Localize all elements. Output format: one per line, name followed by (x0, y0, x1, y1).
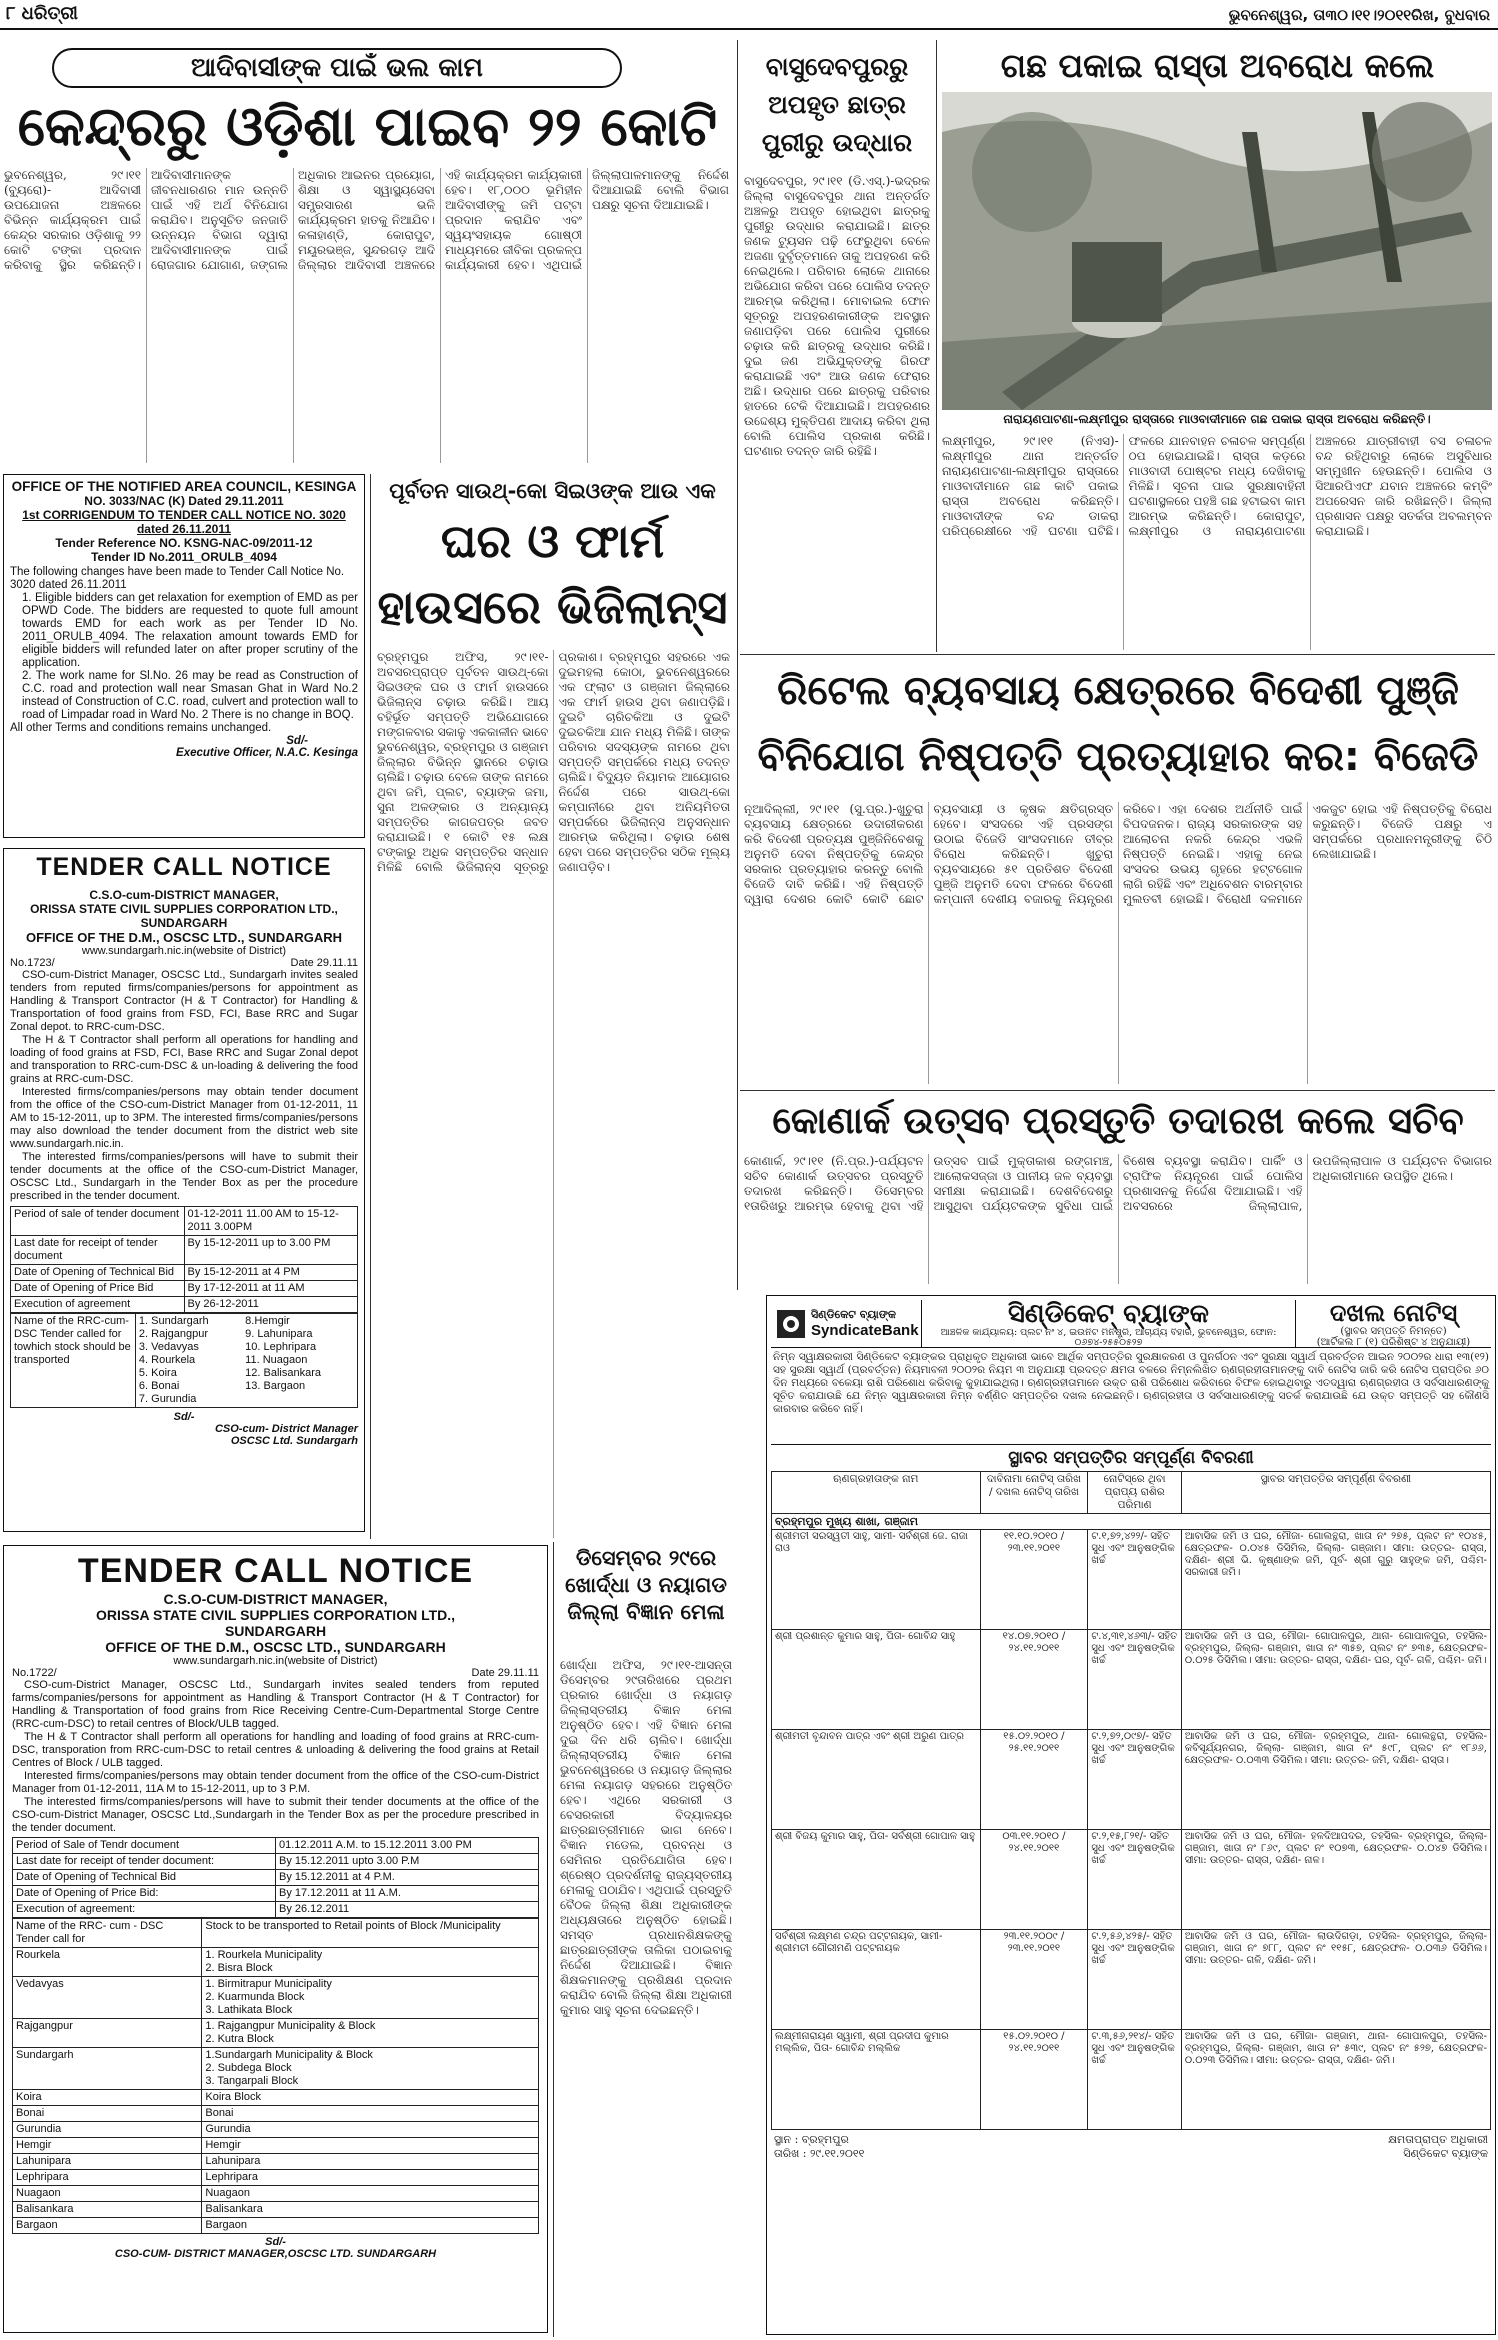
block-dsc-name: Koira (13, 2090, 202, 2106)
tender1-schedule-table (10, 1206, 358, 1313)
student-body: ବାସୁଦେବପୁର, ୨୯।୧୧ (ଡି.ଏସ୍.)-ଭଦ୍ରକ ଜିଲ୍ଲା ବାସୁଦେବପୁର ଥାନା ଅନ୍ତର୍ଗତ ଅଞ୍ଚଳରୁ ଅପହୃତ ହୋଇଥିବା ଛାତ୍ରକୁ ପୁରୀରୁ ଉଦ୍ଧାର କରାଯାଇଛି। ଛାତ୍ର ଜଣକ ଟ୍ୟୁସନ ପଢ଼ି ଫେରୁଥିବା ବେଳେ ଅଜଣା ଦୁର୍ବୃତ୍ତମାନେ ତାକୁ ଅପହରଣ କରି ନେଇଥିଲେ। ପରିବାର ଲୋକେ ଥାନାରେ ଅଭିଯୋଗ କରିବା ପରେ ପୋଲିସ ତଦନ୍ତ ଆରମ୍ଭ କରିଥିଲା। ମୋବାଇଲ ଫୋନ ସୂତ୍ରରୁ ଅପହରଣକାରୀଙ୍କ ଅବସ୍ଥାନ ଜଣାପଡ଼ିବା ପରେ ପୋଲିସ ପୁରୀରେ ଚଢ଼ାଉ କରି ଛାତ୍ରକୁ ଉଦ୍ଧାର କରିଛି। ଦୁଇ ଜଣ ଅଭିଯୁକ୍ତଙ୍କୁ ଗିରଫ କରାଯାଇଛି ଏବଂ ଆଉ ଜଣକ ଫେରାର ଅଛି। ଉଦ୍ଧାର ପରେ ଛାତ୍ରକୁ ପରିବାର ହାତରେ ଟେକି ଦିଆଯାଇଛି। ଅପହରଣର ଉଦ୍ଦେଶ୍ୟ ମୁକ୍ତିପଣ ଆଦାୟ କରିବା ଥିଲା ବୋଲି ପୋଲିସ ପ୍ରକାଶ କରିଛି। ଘଟଣାର ତଦନ୍ତ ଜାରି ରହିଛି। (744, 174, 930, 458)
bank-col-amount: ନୋଟିସ୍‌ରେ ଥିବା ପ୍ରାପ୍ୟ ରାଶିର ପରିମାଣ (1088, 1472, 1181, 1514)
dsc-item: 9. Lahunipara (245, 1328, 313, 1340)
kesinga-ref1: Tender Reference NO. KSNG-NAC-09/2011-12 (55, 536, 313, 550)
bank-notice-title: ଦଖଲ ନୋଟିସ୍ (1329, 1299, 1458, 1327)
block-retail-points: Bonai (202, 2106, 539, 2122)
dsc-item: 8.Hemgir (245, 1315, 290, 1327)
kesinga-no: NO. 3033/NAC (K) Dated 29.11.2011 (84, 494, 284, 508)
table-row (13, 2019, 539, 2048)
table-row (13, 1870, 539, 1886)
table-row (11, 1281, 358, 1297)
table-row (13, 1838, 539, 1854)
block-dsc-name: Gurundia (13, 2122, 202, 2138)
kesinga-ref2: Tender ID No.2011_ORULB_4094 (91, 550, 277, 564)
tender1-title: TENDER CALL NOTICE (36, 853, 332, 881)
block-retail-points: Nuagaon (202, 2186, 539, 2202)
table-row (772, 1830, 1491, 1930)
kesinga-notice (3, 474, 365, 838)
schedule-label: Period of Sale of Tendr document (13, 1838, 276, 1854)
tender2-block-table (12, 1918, 539, 2234)
tender1-dsc-label: Name of the RRC-cum-DSC Tender called for towhich stock should be transported (11, 1314, 136, 1408)
tender1-sign1: CSO-cum- District Manager (214, 1423, 358, 1435)
block-dsc-name: Bonai (13, 2106, 202, 2122)
kesinga-intro: The following changes have been made to Tender Call Notice No. 3020 dated 26.11.2011 (10, 566, 345, 591)
bank-brand-english: SyndicateBank (811, 1322, 919, 1339)
tender2-signature: CSO-CUM- DISTRICT MANAGER,OSCSC LTD. SUNDARGARH (114, 2248, 437, 2260)
block-retail-points: 1.Sundargarh Municipality & Block 2. Subdega Block 3. Tangarpali Block (202, 2048, 539, 2090)
bank-table-title: ସ୍ଥାବର ସମ୍ପତ୍ତିର ସମ୍ପୂର୍ଣ୍ଣ ବିବରଣୀ (771, 1444, 1491, 1471)
kesinga-other: All other Terms and conditions remains unchanged. (10, 722, 272, 734)
table-row (13, 2138, 539, 2154)
tender2-sub2: ORISSA STATE CIVIL SUPPLIES CORPORATION LTD., (95, 1607, 456, 1623)
table-row (13, 1886, 539, 1902)
block-retail-points: 1. Rajgangpur Municipality & Block 2. Kutra Block (202, 2019, 539, 2048)
dsc-item: 3. Vedavyas (138, 1341, 199, 1353)
tender2-schedule-table (12, 1837, 539, 1918)
schedule-label: Date of Opening of Technical Bid (11, 1265, 185, 1281)
tender2-date: Date 29.11.11 (471, 1667, 539, 1679)
bank-signatory-bank: ସିଣ୍ଡିକେଟ ବ୍ୟାଙ୍କ (1403, 2147, 1488, 2160)
tender1-body1: CSO-cum-District Manager, OSCSC Ltd., Sundargarh invites sealed tenders from reputed firms/companies/persons for appointment as Handling & Transport Contractor (H & T Contractor) for Handling & Transportation of food grains from FSD, FCI, Base RRC and Sugar Zonal depot. to RRC-cum-DSC. (10, 969, 358, 1033)
due-amount: ଟ.୩,୫୬,୨୧୪/- ସହିତ ସୁଧ ଏବଂ ଆନୁଷଙ୍ଗିକ ଖର୍ଚ୍ଚ (1088, 2030, 1181, 2130)
tender1-body2: The H & T Contractor shall perform all operations for handling and loading of food grains at FSD, FCI, Base RRC and Sugar Zonal depot and transporation to RRC-cum-DSC & un-loading & delivering the food grains at RRC-cum-DSC. (10, 1034, 358, 1085)
bank-notice-sub1: (ସ୍ଥାବର ସମ୍ପତ୍ତି ନିମନ୍ତେ) (1340, 1326, 1447, 1337)
dsc-item: 6. Bonai (138, 1380, 180, 1392)
schedule-value: By 15.12.2011 upto 3.00 P.M (276, 1854, 539, 1870)
dsc-item: 2. Rajgangpur (138, 1328, 209, 1340)
schedule-label: Last date for receipt of tender document (11, 1236, 185, 1265)
schedule-label: Last date for receipt of tender document: (13, 1854, 276, 1870)
tender2-title: TENDER CALL NOTICE (77, 1552, 474, 1590)
due-amount: ଟ.୨,୧୫,୮୨୧/- ସହିତ ସୁଧ ଏବଂ ଆନୁଷଙ୍ଗିକ ଖର୍ଚ୍ଚ (1088, 1830, 1181, 1930)
schedule-value: By 15-12-2011 up to 3.00 PM (184, 1236, 358, 1265)
borrower-name: ସର୍ବଶ୍ରୀ ଲକ୍ଷ୍ମଣ ଚନ୍ଦ୍ର ପଟ୍ଟନାୟକ, ସାମୀ- ଶ୍ରୀମତୀ ଗୌରୀମଣି ପଟ୍ଟନାୟକ (772, 1930, 981, 2030)
syndicate-bank-notice (766, 1295, 1496, 2335)
schedule-value: 01.12.2011 A.M. to 15.12.2011 3.00 PM (276, 1838, 539, 1854)
column-rule (553, 1542, 554, 2337)
block-dsc-name: Lephripara (13, 2170, 202, 2186)
block-retail-points: Hemgir (202, 2138, 539, 2154)
science-headline: ଡିସେମ୍ବର ୨୯ରେ ଖୋର୍ଦ୍ଧା ଓ ନୟାଗଡ ଜିଲ୍ଲା ବିଜ୍ଞାନ ମେଳା (565, 1546, 727, 1624)
dsc-item: 5. Koira (138, 1367, 177, 1379)
block-retail-points: Koira Block (202, 2090, 539, 2106)
table-row (13, 2202, 539, 2218)
schedule-value: By 26.12.2011 (276, 1902, 539, 1918)
bank-notice-sub2: (ଆର୍ଟିକଲ ୮ (୧) ପରିଶିଷ୍ଟ ୪ ଅନୁଯାୟୀ) (1316, 1337, 1471, 1348)
block-dsc-name: Balisankara (13, 2202, 202, 2218)
bank-place: ସ୍ଥାନ : ବ୍ରହ୍ମପୁର (774, 2133, 849, 2146)
retail-body: ନୂଆଦିଲ୍ଲୀ, ୨୯।୧୧ (ସୁ.ପ୍ର.)-ଖୁଚୁରା ବ୍ୟବସାୟ କ୍ଷେତ୍ରରେ ଉଦାରୀକରଣ କରି ବିଦେଶୀ ପ୍ରତ୍ୟକ୍ଷ ପୁଞ୍ଜିନିବେଶକୁ ଅନୁମତି ଦେବା ନିଷ୍ପତ୍ତିକୁ କେନ୍ଦ୍ର ସରକାର ପ୍ରତ୍ୟାହାର କରନ୍ତୁ ବୋଲି ବିଜେଡି ଦାବି କରିଛି। ଏହି ନିଷ୍ପତ୍ତି ଦ୍ୱାରା ଦେଶର କୋଟି କୋଟି ଛୋଟ ବ୍ୟବସାୟୀ ଓ କୃଷକ କ୍ଷତିଗ୍ରସ୍ତ ହେବେ। ସଂସଦରେ ଏହି ପ୍ରସଙ୍ଗ ଉଠାଇ ବିଜେଡି ସାଂସଦମାନେ ତୀବ୍ର ବିରୋଧ କରିଛନ୍ତି। ଖୁଚୁରା ବ୍ୟବସାୟରେ ୫୧ ପ୍ରତିଶତ ବିଦେଶୀ ପୁଞ୍ଜି ଅନୁମତି ଦେବା ଫଳରେ ବିଦେଶୀ କମ୍ପାନୀ ଦେଶୀୟ ବଜାରକୁ ନିୟନ୍ତ୍ରଣ କରିବେ। ଏହା ଦେଶର ଅର୍ଥନୀତି ପାଇଁ ବିପଦଜନକ। ରାଜ୍ୟ ସରକାରଙ୍କ ସହ ଆଲୋଚନା ନକରି କେନ୍ଦ୍ର ଏଭଳି ନିଷ୍ପତ୍ତି ନେଇଛି। ଏହାକୁ ନେଇ ସଂସଦର ଉଭୟ ଗୃହରେ ହଟ୍ଟଗୋଳ ଲାଗି ରହିଛି ଏବଂ ଅଧିବେଶନ ବାରମ୍ବାର ମୁଲତବୀ ହୋଇଛି। ବିରୋଧୀ ଦଳମାନେ ଏକଜୁଟ ହୋଇ ଏହି ନିଷ୍ପତ୍ତିକୁ ବିରୋଧ କରୁଛନ୍ତି। ବିଜେଡି ପକ୍ଷରୁ ଏ ସମ୍ପର୍କରେ ପ୍ରଧାନମନ୍ତ୍ରୀଙ୍କୁ ଚିଠି ଲେଖାଯାଇଛି। (744, 802, 1492, 906)
due-amount: ଟ.୧,୭୨,୪୨୨/- ସହିତ ସୁଧ ଏବଂ ଆନୁଷଙ୍ଗିକ ଖର୍ଚ୍ଚ (1088, 1530, 1181, 1630)
dsc-item: 1. Sundargarh (138, 1315, 209, 1327)
konark-headline: କୋଣାର୍କ ଉତ୍ସବ ପ୍ରସ୍ତୁତି ତଦାରଖ କଲେ ସଚିବ (772, 1099, 1464, 1142)
schedule-value: By 26-12-2011 (184, 1297, 358, 1313)
notice-dates: ୧୫.୦୨.୨୦୧୦ / ୨୫.୧୧.୨୦୧୧ (980, 1730, 1088, 1830)
retail-headline: ରିଟେଲ ବ୍ୟବସାୟ କ୍ଷେତ୍ରରେ ବିଦେଶୀ ପୁଞ୍ଜି ବିନିଯୋଗ ନିଷ୍ପତ୍ତି ପ୍ରତ୍ୟାହାର କର: ବିଜେଡି (757, 668, 1479, 780)
block-dsc-name: Nuagaon (13, 2186, 202, 2202)
tender1-office: OFFICE OF THE D.M., OSCSC LTD., SUNDARGARH (25, 930, 343, 945)
property-description: ଆବାସିକ ଜମି ଓ ଘର, ମୌଜା- ଲାଉଦିଗଡ଼ା, ତହସିଲ- ବ୍ରହ୍ମପୁର, ଜିଲ୍ଲା- ଗଞ୍ଜାମ, ଖାତା ନଂ ୭୮୮, ପ୍ଲଟ ନଂ ୧୧୫୮, କ୍ଷେତ୍ରଫଳ- ୦.୦୩୬ ଡିସିମିଲ। ସୀମା: ଉତ୍ତର- ଗଳି, ଦକ୍ଷିଣ- ଜମି। (1181, 1930, 1490, 2030)
property-description: ଆବାସିକ ଜମି ଓ ଘର, ମୌଜା- ବ୍ରହ୍ମପୁର, ଥାନା- ଗୋଲନ୍ଥରା, ତହସିଲ- କବିସୂର୍ଯ୍ୟନଗର, ଜିଲ୍ଲା- ଗଞ୍ଜାମ, ଖାତା ନଂ ୫୯୮, ପ୍ଲଟ ନଂ ୧୮୬୬, କ୍ଷେତ୍ରଫଳ- ୦.୦୩୩ ଡିସିମିଲ। ସୀମା: ଉତ୍ତର- ଜମି, ଦକ୍ଷିଣ- ରାସ୍ତା। (1181, 1730, 1490, 1830)
table-row (13, 2048, 539, 2090)
block-retail-points: Lahunipara (202, 2154, 539, 2170)
property-description: ଆବାସିକ ଜମି ଓ ଘର, ମୌଜା- ଗଞ୍ଜାମ, ଥାନା- ଗୋପାଳପୁର, ତହସିଲ- ବ୍ରହ୍ମପୁର, ଜିଲ୍ଲା- ଗଞ୍ଜାମ, ଖାତା ନଂ ୫୩୯, ପ୍ଲଟ ନଂ ୫୨୭, କ୍ଷେତ୍ରଫଳ- ୦.୦୨୩ ଡିସିମିଲ। ସୀମା: ଉତ୍ତର- ରାସ୍ତା, ଦକ୍ଷିଣ- ଜମି। (1181, 2030, 1490, 2130)
due-amount: ଟ.୨,୭୨,୦୯୭/- ସହିତ ସୁଧ ଏବଂ ଆନୁଷଙ୍ଗିକ ଖର୍ଚ୍ଚ (1088, 1730, 1181, 1830)
due-amount: ଟ.୪,୩୧,୪୬୩/- ସହିତ ସୁଧ ଏବଂ ଆନୁଷଙ୍ଗିକ ଖର୍ଚ୍ଚ (1088, 1630, 1181, 1730)
table-row (13, 1854, 539, 1870)
konark-body: କୋଣାର୍କ, ୨୯।୧୧ (ନି.ପ୍ର.)-ପର୍ଯ୍ୟଟନ ସଚିବ କୋଣାର୍କ ଉତ୍ସବର ପ୍ରସ୍ତୁତି ତଦାରଖ କରିଛନ୍ତି। ଡିସେମ୍ବର ୧ତାରିଖରୁ ଆରମ୍ଭ ହେବାକୁ ଥିବା ଏହି ଉତ୍ସବ ପାଇଁ ମୁକ୍ତାକାଶ ରଙ୍ଗମଞ୍ଚ, ଆଲୋକସଜ୍ଜା ଓ ପାନୀୟ ଜଳ ବ୍ୟବସ୍ଥା ସମୀକ୍ଷା କରାଯାଇଛି। ଦେଶବିଦେଶରୁ ଆସୁଥିବା ପର୍ଯ୍ୟଟକଙ୍କ ସୁବିଧା ପାଇଁ ବିଶେଷ ବ୍ୟବସ୍ଥା କରାଯିବ। ପାର୍କିଂ ଓ ଟ୍ରାଫିକ ନିୟନ୍ତ୍ରଣ ପାଇଁ ପୋଲିସ ପ୍ରଶାସନକୁ ନିର୍ଦ୍ଦେଶ ଦିଆଯାଇଛି। ଏହି ଅବସରରେ ଜିଲ୍ଲାପାଳ, ଉପଜିଲ୍ଲାପାଳ ଓ ପର୍ଯ୍ୟଟନ ବିଭାଗର ଅଧିକାରୀମାନେ ଉପସ୍ଥିତ ଥିଲେ। (744, 1154, 1492, 1213)
block-retail-points: Bargaon (202, 2218, 539, 2234)
block-dsc-name: Bargaon (13, 2218, 202, 2234)
student-headline: ବାସୁଦେବପୁରରୁ ଅପହୃତ ଛାତ୍ର ପୁରୀରୁ ଉଦ୍ଧାର (761, 52, 913, 157)
dsc-item: 4. Rourkela (138, 1354, 196, 1366)
tender2-sub1: C.S.O-CUM-DISTRICT MANAGER, (163, 1591, 388, 1607)
dsc-item: 12. Balisankara (245, 1367, 321, 1379)
table-row (772, 1530, 1491, 1630)
block-retail-points: Balisankara (202, 2202, 539, 2218)
notice-dates: ୧୧.୧୦.୨୦୧୦ / ୨୩.୧୧.୨୦୧୧ (980, 1530, 1088, 1630)
schedule-label: Period of sale of tender document (11, 1207, 185, 1236)
table-row (11, 1207, 358, 1236)
block-dsc-name: Rourkela (13, 1948, 202, 1977)
dsc-item: 11. Nuagaon (245, 1354, 308, 1366)
table-row (13, 2186, 539, 2202)
block-retail-points: 1. Birmitrapur Municipality 2. Kuarmunda Block 3. Lathikata Block (202, 1977, 539, 2019)
schedule-value: By 17-12-2011 at 11 AM (184, 1281, 358, 1297)
table-row (13, 2170, 539, 2186)
page-number: ୮ ଧରିତ୍ରୀ (6, 3, 78, 24)
vigilance-headline: ଘର ଓ ଫାର୍ମ ହାଉସରେ ଭିଜିଲାନ୍ସ (377, 514, 728, 634)
bank-logo (771, 1300, 921, 1347)
borrower-name: ଶ୍ରୀ ବିଜୟ କୁମାର ସାହୁ, ପିତା- ସର୍ବଶ୍ରୀ ଗୋପାଳ ସାହୁ (772, 1830, 981, 1930)
maoist-headline: ଗଛ ପକାଇ ରାସ୍ତା ଅବରୋଧ କଲେ (1000, 46, 1435, 85)
schedule-value: By 15-12-2011 at 4 PM (184, 1265, 358, 1281)
block-retail-points: Lephripara (202, 2170, 539, 2186)
schedule-label: Execution of agreement: (13, 1902, 276, 1918)
bank-property-table (771, 1471, 1491, 2130)
notice-dates: ୧୪.୦୭.୨୦୧୦ / ୨୪.୧୧.୨୦୧୧ (980, 1630, 1088, 1730)
tender1-body3: Interested firms/companies/persons may obtain tender document from the office of the CSO-cum-District Manager from 01-12-2011, 11 AM to 15-12-2011, up to 3PM. The interested firms/companies/persons may also download the tender document from the district web site www.sundargarh.nic.in. (10, 1086, 358, 1150)
vigilance-body: ବ୍ରହ୍ମପୁର ଅଫିସ, ୨୯।୧୧-ଅବସରପ୍ରାପ୍ତ ପୂର୍ବତନ ସାଉଥ୍-କୋ ସିଇଓଙ୍କ ଘର ଓ ଫାର୍ମ ହାଉସରେ ଭିଜିଲାନ୍ସ ଚଢ଼ାଉ କରିଛି। ଆୟ ବହିର୍ଭୂତ ସମ୍ପତ୍ତି ଅଭିଯୋଗରେ ମଙ୍ଗଳବାର ସକାଳୁ ଏକକାଳୀନ ଭାବେ ଭୁବନେଶ୍ୱର, ବ୍ରହ୍ମପୁର ଓ ଗଞ୍ଜାମ ଜିଲ୍ଲାର ବିଭିନ୍ନ ସ୍ଥାନରେ ଚଢ଼ାଉ ଚାଲିଛି। ଚଢ଼ାଉ ବେଳେ ତାଙ୍କ ନାମରେ ଥିବା ଜମି, ପ୍ଲଟ, ବ୍ୟାଙ୍କ ଜମା, ସୁନା ଅଳଙ୍କାର ଓ ଅନ୍ୟାନ୍ୟ ସମ୍ପତ୍ତିର କାଗଜପତ୍ର ଜବତ କରାଯାଇଛି। ୧ କୋଟି ୧୫ ଲକ୍ଷ ଟଙ୍କାରୁ ଅଧିକ ସମ୍ପତ୍ତିର ସନ୍ଧାନ ମିଳିଛି ବୋଲି ଭିଜିଲାନ୍ସ ସୂତ୍ରରୁ ପ୍ରକାଶ। ବ୍ରହ୍ମପୁର ସହରରେ ଏକ ଦୁଇମହଲା କୋଠା, ଭୁବନେଶ୍ୱରରେ ଏକ ଫ୍ଲାଟ ଓ ଗଞ୍ଜାମ ଜିଲ୍ଲାରେ ଏକ ଫାର୍ମ ହାଉସ ଥିବା ଜଣାପଡ଼ିଛି। ଦୁଇଟି ଚାରିଚକିଆ ଓ ଦୁଇଟି ଦୁଇଚକିଆ ଯାନ ମଧ୍ୟ ମିଳିଛି। ତାଙ୍କ ପରିବାର ସଦସ୍ୟଙ୍କ ନାମରେ ଥିବା ସମ୍ପତ୍ତି ସମ୍ପର୍କରେ ମଧ୍ୟ ତଦନ୍ତ ଚାଲିଛି। ବିଦ୍ୟୁତ ନିୟାମକ ଆୟୋଗର ନିର୍ଦ୍ଦେଶ ପରେ ସାଉଥ୍-କୋ କମ୍ପାନୀରେ ଥିବା ଅନିୟମିତତା ସମ୍ପର୍କରେ ଭିଜିଲାନ୍ସ ଅନୁସନ୍ଧାନ ଆରମ୍ଭ କରିଥିଲା। ଚଢ଼ାଉ ଶେଷ ହେବା ପରେ ସମ୍ପତ୍ତିର ସଠିକ ମୂଲ୍ୟ ଜଣାପଡ଼ିବ। (377, 650, 730, 874)
block-dsc-name: Vedavyas (13, 1977, 202, 2019)
table-row (772, 1730, 1491, 1830)
property-description: ଆବାସିକ ଜମି ଓ ଘର, ମୌଜା- ହଳଦିଆପଦର, ତହସିଲ- ବ୍ରହ୍ମପୁର, ଜିଲ୍ଲା- ଗଞ୍ଜାମ, ଖାତା ନଂ ୮୬୯, ପ୍ଲଟ ନଂ ୧୦୭୩, କ୍ଷେତ୍ରଫଳ- ୦.୦୪୭ ଡିସିମିଲ। ସୀମା: ଉତ୍ତର- ରାସ୍ତା, ଦକ୍ଷିଣ- ନାଳ। (1181, 1830, 1490, 1930)
table-row (11, 1265, 358, 1281)
vigilance-kicker: ପୂର୍ବତନ ସାଉଥ୍-କୋ ସିଇଓଙ୍କ ଆଉ ଏକ (389, 479, 716, 503)
bank-title: ସିଣ୍ଡିକେଟ୍ ବ୍ୟାଙ୍କ (1007, 1299, 1210, 1329)
bank-branch: ବ୍ରହ୍ମପୁର ମୁଖ୍ୟ ଶାଖା, ଗଞ୍ଜାମ (772, 1514, 1491, 1530)
bank-brand-odia: ସିଣ୍ଡିକେଟ ବ୍ୟାଙ୍କ (811, 1308, 897, 1321)
tender1-dsc-col2 (242, 1314, 357, 1408)
schedule-label: Date of Opening of Price Bid (11, 1281, 185, 1297)
dsc-item: 10. Lephripara (245, 1341, 317, 1353)
borrower-name: ଶ୍ରୀମତୀ ସରସ୍ୱତୀ ସାହୁ, ସାମୀ- ସର୍ବଶ୍ରୀ ଜେ. ରାଜା ରାଓ (772, 1530, 981, 1630)
table-row (772, 1630, 1491, 1730)
tender2-no: No.1722/ (12, 1667, 57, 1679)
tender1-dsc-table (10, 1313, 358, 1408)
block-retail-points: 1. Rourkela Municipality 2. Bisra Block (202, 1948, 539, 1977)
felled-tree-photo (942, 92, 1492, 410)
table-row (13, 2122, 539, 2138)
table-row (13, 2090, 539, 2106)
dateline: ଭୁବନେଶ୍ୱର, ତା୩୦।୧୧।୨୦୧୧ରିଖ, ବୁଧବାର (1228, 6, 1490, 24)
block-dsc-name: Lahunipara (13, 2154, 202, 2170)
tender1-sd: Sd/- (173, 1411, 195, 1423)
tender2-web: www.sundargarh.nic.in(website of District) (173, 1655, 378, 1667)
kesinga-signature: Executive Officer, N.A.C. Kesinga (176, 747, 358, 759)
due-amount: ଟ.୨,୫୬,୪୨୫/- ସହିତ ସୁଧ ଏବଂ ଆନୁଷଙ୍ଗିକ ଖର୍ଚ୍ଚ (1088, 1930, 1181, 2030)
schedule-label: Date of Opening of Price Bid: (13, 1886, 276, 1902)
table-row (11, 1297, 358, 1313)
schedule-value: By 15.12.2011 at 4 P.M. (276, 1870, 539, 1886)
lead-kicker-box (52, 48, 622, 88)
column-rule (936, 40, 937, 652)
bank-address: ଆଞ୍ଚଳିକ କାର୍ଯ୍ୟାଳୟ: ପ୍ଲଟ ନଂ ୪, ଇଉନିଟ ମିନିଷ୍ଟ୍ରି, ଆଚାର୍ଯ୍ୟ ବିହାର, ଭୁବନେଶ୍ୱର, ଫୋନ: ୦୬୭୪-୨୫୫୦୫୨୭ (940, 1328, 1277, 1348)
block-dsc-name: Hemgir (13, 2138, 202, 2154)
schedule-value: 01-12-2011 11.00 AM to 15-12-2011 3.00PM (184, 1207, 358, 1236)
tender2-sd: Sd/- (265, 2236, 286, 2248)
tender-notice-2 (3, 1545, 548, 2333)
table-row (13, 2106, 539, 2122)
science-body: ଖୋର୍ଦ୍ଧା ଅଫିସ, ୨୯।୧୧-ଆସନ୍ତା ଡିସେମ୍ବର ୨୯ତାରିଖରେ ପ୍ରଥମ ପ୍ରକାର ଖୋର୍ଦ୍ଧା ଓ ନୟାଗଡ଼ ଜିଲ୍ଲାସ୍ତରୀୟ ବିଜ୍ଞାନ ମେଳା ଅନୁଷ୍ଠିତ ହେବ। ଏହି ବିଜ୍ଞାନ ମେଳା ଦୁଇ ଦିନ ଧରି ଚାଲିବ। ଖୋର୍ଦ୍ଧା ଜିଲ୍ଲାସ୍ତରୀୟ ବିଜ୍ଞାନ ମେଳା ଭୁବନେଶ୍ୱରରେ ଓ ନୟାଗଡ଼ ଜିଲ୍ଲାର ମେଳା ନୟାଗଡ଼ ସହରରେ ଅନୁଷ୍ଠିତ ହେବ। ଏଥିରେ ସରକାରୀ ଓ ବେସରକାରୀ ବିଦ୍ୟାଳୟର ଛାତ୍ରଛାତ୍ରୀମାନେ ଭାଗ ନେବେ। ବିଜ୍ଞାନ ମଡେଲ, ପ୍ରବନ୍ଧ ଓ ସେମିନାର ପ୍ରତିଯୋଗିତା ହେବ। ଶ୍ରେଷ୍ଠ ପ୍ରଦର୍ଶନୀକୁ ରାଜ୍ୟସ୍ତରୀୟ ମେଳାକୁ ପଠାଯିବ। ଏଥିପାଇଁ ପ୍ରସ୍ତୁତି ବୈଠକ ଜିଲ୍ଲା ଶିକ୍ଷା ଅଧିକାରୀଙ୍କ ଅଧ୍ୟକ୍ଷତାରେ ଅନୁଷ୍ଠିତ ହୋଇଛି। ସମସ୍ତ ପ୍ରଧାନଶିକ୍ଷକଙ୍କୁ ଛାତ୍ରଛାତ୍ରୀଙ୍କ ତାଲିକା ପଠାଇବାକୁ ନିର୍ଦ୍ଦେଶ ଦିଆଯାଇଛି। ବିଜ୍ଞାନ ଶିକ୍ଷକମାନଙ୍କୁ ପ୍ରଶିକ୍ଷଣ ପ୍ରଦାନ କରାଯିବ ବୋଲି ଜିଲ୍ଲା ଶିକ୍ଷା ଅଧିକାରୀ କୁମାର ସାହୁ ସୂଚନା ଦେଇଛନ୍ତି। (560, 1658, 732, 2017)
section-rule (740, 1090, 1495, 1091)
tender1-dsc-col1 (135, 1314, 242, 1408)
kesinga-title: OFFICE OF THE NOTIFIED AREA COUNCIL, KESINGA (11, 479, 357, 494)
syndicate-bank-logo-icon (775, 1308, 807, 1340)
block-dsc-name: Sundargarh (13, 2048, 202, 2090)
table-row (13, 2218, 539, 2234)
schedule-label: Execution of agreement (11, 1297, 185, 1313)
property-description: ଆବାସିକ ଜମି ଓ ଘର, ମୌଜା- ଗୋପାଳପୁର, ଥାନା- ଗୋପାଳପୁର, ତହସିଲ- ବ୍ରହ୍ମପୁର, ଜିଲ୍ଲା- ଗଞ୍ଜାମ, ଖାତା ନଂ ୩୫୭, ପ୍ଲଟ ନଂ ୭୩୫, କ୍ଷେତ୍ରଫଳ- ୦.୦୨୫ ଡିସିମିଲ। ସୀମା: ଉତ୍ତର- ରାସ୍ତା, ଦକ୍ଷିଣ- ଘର, ପୂର୍ବ- ଗଳି, ପଶ୍ଚିମ- ଜମି। (1181, 1630, 1490, 1730)
lead-headline: କେନ୍ଦ୍ରରୁ ଓଡ଼ିଶା ପାଇବ ୨୨ କୋଟି (17, 95, 718, 158)
tender2-block-head-1: Name of the RRC- cum - DSC Tender call for (13, 1919, 202, 1948)
tender-notice-1 (3, 848, 365, 1532)
tender1-sign2: OSCSC Ltd. Sundargarh (230, 1435, 358, 1447)
tender1-sub1: C.S.O-cum-DISTRICT MANAGER, (89, 888, 279, 902)
schedule-value: By 17.12.2011 at 11 A.M. (276, 1886, 539, 1902)
tender2-body3: Interested firms/companies/persons may obtain tender document from the office of the CSO-cum-District Manager from 01-12-2011, 11A M to 15-12-2011, up to 3 P.M. (12, 1770, 539, 1795)
tender2-office: OFFICE OF THE D.M., OSCSC LTD., SUNDARGARH (105, 1639, 446, 1655)
column-rule (370, 474, 371, 1539)
table-row (13, 1977, 539, 2019)
tender1-date: Date 29.11.11 (290, 957, 358, 969)
tender1-web: www.sundargarh.nic.in(website of District) (81, 945, 287, 957)
tender2-body2: The H & T Contractor shall perform all operations for handling and loading of food grains at RRC-cum-DSC, transporation from RRC-cum-DSC to retail centres & unloading & delivering the food grains at Retail Centres of Block / ULB tagged. (12, 1731, 539, 1769)
table-row (13, 1948, 539, 1977)
borrower-name: ଶ୍ରୀମତୀ ବୃନ୍ଦାବନ ପାତ୍ର ଏବଂ ଶ୍ରୀ ଅରୁଣ ପାତ୍ର (772, 1730, 981, 1830)
block-dsc-name: Rajgangpur (13, 2019, 202, 2048)
block-retail-points: Gurundia (202, 2122, 539, 2138)
bank-col-dates: ଦାବିନାମା ନୋଟିସ୍ ତାରିଖ / ଦଖଲ ନୋଟିସ୍ ତାରିଖ (980, 1472, 1088, 1514)
tender1-no: No.1723/ (10, 957, 55, 969)
table-row (13, 1902, 539, 1918)
property-description: ଆବାସିକ ଜମି ଓ ଘର, ମୌଜା- ଗୋଲନ୍ଥରା, ଖାତା ନଂ ୨୭୫, ପ୍ଲଟ ନଂ ୧୦୪୫, କ୍ଷେତ୍ରଫଳ- ୦.୦୪୫ ଡିସିମିଲ, ଜିଲ୍ଲା- ଗଞ୍ଜାମ। ସୀମା: ଉତ୍ତର- ରାସ୍ତା, ଦକ୍ଷିଣ- ଶ୍ରୀ ଭି. କୃଷ୍ଣାଙ୍କ ଜମି, ପୂର୍ବ- ଶ୍ରୀ ଗୁରୁ ସାହୁଙ୍କ ଜମି, ପଶ୍ଚିମ- ସରକାରୀ ଜମି। (1181, 1530, 1490, 1630)
dsc-item: 7. Gurundia (138, 1393, 197, 1405)
maoist-caption: ନାରାୟଣପାଟଣା-ଲକ୍ଷ୍ମୀପୁର ରାସ୍ତାରେ ମାଓବାଦୀମାନେ ଗଛ ପକାଇ ରାସ୍ତା ଅବରୋଧ କରିଛନ୍ତି। (1003, 412, 1431, 426)
table-row (11, 1236, 358, 1265)
lead-kicker: ଆଦିବାସୀଙ୍କ ପାଇଁ ଭଲ କାମ (191, 52, 483, 83)
bank-intro: ନିମ୍ନ ସ୍ୱାକ୍ଷରକାରୀ ସିଣ୍ଡିକେଟ ବ୍ୟାଙ୍କର ପ୍ରାଧିକୃତ ଅଧିକାରୀ ଭାବେ ଆର୍ଥିକ ସମ୍ପତ୍ତିର ସୁରକ୍ଷାକରଣ ଓ ପୁନର୍ଗଠନ ଏବଂ ସୁରକ୍ଷା ସ୍ୱାର୍ଥ ପ୍ରବର୍ତ୍ତନ ଆଇନ ୨୦୦୨ର ଧାରା ୧୩(୧୨) ସହ ସୁରକ୍ଷା ସ୍ୱାର୍ଥ (ପ୍ରବର୍ତ୍ତନ) ନିୟମାବଳୀ ୨୦୦୨ର ନିୟମ ୩ ଅନୁଯାୟୀ ପ୍ରଦତ୍ତ କ୍ଷମତା ବଳରେ ନିମ୍ନଲିଖିତ ଋଣଗ୍ରହୀତାମାନଙ୍କୁ ଦାବି ନୋଟିସ ଜାରି କରି ନୋଟିସ ପ୍ରାପ୍ତିର ୬୦ ଦିନ ମଧ୍ୟରେ ବକେୟା ରାଶି ପରିଶୋଧ କରିବାକୁ କୁହାଯାଇଥିଲା। ଋଣଗ୍ରହୀତାମାନେ ଉକ୍ତ ରାଶି ପରିଶୋଧ କରିବାରେ ବିଫଳ ହୋଇଥିବାରୁ ଏତଦ୍ୱାରା ଋଣଗ୍ରହୀତା ଓ ସର୍ବସାଧାରଣଙ୍କୁ ସୂଚିତ କରାଯାଉଛି ଯେ ନିମ୍ନ ସ୍ୱାକ୍ଷରକାରୀ ନିମ୍ନ ବର୍ଣ୍ଣିତ ସମ୍ପତ୍ତିର ଦଖଲ ନେଇଛନ୍ତି। ଋଣଗ୍ରହୀତା ଓ ସର୍ବସାଧାରଣଙ୍କୁ ସତର୍କ କରାଯାଉଛି ଯେ ଉକ୍ତ ସମ୍ପତ୍ତି ସହ କୌଣସି କାରବାର କରିବେ ନାହିଁ। (773, 1351, 1489, 1415)
bank-signatory: କ୍ଷମତାପ୍ରାପ୍ତ ଅଧିକାରୀ (1388, 2133, 1488, 2146)
lead-body: ଭୁବନେଶ୍ୱର, ୨୯।୧୧ (ବ୍ୟୁରୋ)- ଆଦିବାସୀ ଉପଯୋଜନା ଅଞ୍ଚଳରେ ବିଭିନ୍ନ କାର୍ଯ୍ୟକ୍ରମ ପାଇଁ କେନ୍ଦ୍ର ସରକାର ଓଡ଼ିଶାକୁ ୨୨ କୋଟି ଟଙ୍କା ପ୍ରଦାନ କରିବାକୁ ସ୍ଥିର କରିଛନ୍ତି। ଆଦିବାସୀମାନଙ୍କ ଜୀବନଧାରଣର ମାନ ଉନ୍ନତି ପାଇଁ ଏହି ଅର୍ଥ ବିନିଯୋଗ କରାଯିବ। ଅନୁସୂଚିତ ଜନଜାତି ଉନ୍ନୟନ ବିଭାଗ ଦ୍ୱାରା ଆଦିବାସୀମାନଙ୍କ ପାଇଁ ରୋଜଗାର ଯୋଗାଣ, ଜଙ୍ଗଲ ଅଧିକାର ଆଇନର ପ୍ରୟୋଗ, ଶିକ୍ଷା ଓ ସ୍ୱାସ୍ଥ୍ୟସେବା ସମ୍ପ୍ରସାରଣ ଭଳି କାର୍ଯ୍ୟକ୍ରମ ହାତକୁ ନିଆଯିବ। କଳାହାଣ୍ଡି, କୋରାପୁଟ, ମୟୂରଭଞ୍ଜ, ସୁନ୍ଦରଗଡ଼ ଆଦି ଜିଲ୍ଲାର ଆଦିବାସୀ ଅଞ୍ଚଳରେ ଏହି କାର୍ଯ୍ୟକ୍ରମ କାର୍ଯ୍ୟକାରୀ ହେବ। ୧୮,୦୦୦ ଭୂମିହୀନ ଆଦିବାସୀଙ୍କୁ ଜମି ପଟ୍ଟା ପ୍ରଦାନ କରାଯିବ ଏବଂ ସ୍ୱୟଂସହାୟକ ଗୋଷ୍ଠୀ ମାଧ୍ୟମରେ ଜୀବିକା ପ୍ରକଳ୍ପ କାର୍ଯ୍ୟକାରୀ ହେବ। ଏଥିପାଇଁ ଜିଲ୍ଲାପାଳମାନଙ୍କୁ ନିର୍ଦ୍ଦେଶ ଦିଆଯାଇଛି ବୋଲି ବିଭାଗ ପକ୍ଷରୁ ସୂଚନା ଦିଆଯାଇଛି। (4, 168, 729, 272)
section-rule (740, 654, 1495, 655)
bank-col-property: ସ୍ଥାବର ସମ୍ପତ୍ତିର ସମ୍ପୂର୍ଣ୍ଣ ବିବରଣୀ (1181, 1472, 1490, 1514)
tender1-sub2: ORISSA STATE CIVIL SUPPLIES CORPORATION LTD., SUNDARGARH (30, 902, 338, 930)
kesinga-corrigendum: 1st CORRIGENDUM TO TENDER CALL NOTICE NO. 3020 dated 26.11.2011 (22, 508, 346, 536)
notice-dates: ୦୩.୧୧.୨୦୧୦ / ୨୪.୧୧.୨୦୧୧ (980, 1830, 1088, 1930)
kesinga-sd: Sd/- (286, 735, 308, 747)
table-row (772, 2030, 1491, 2130)
masthead (0, 0, 1498, 30)
borrower-name: ଲକ୍ଷ୍ମୀନାରାୟଣ ସ୍ୱାମୀ, ଶ୍ରୀ ପ୍ରଦୀପ କୁମାର ମଲ୍ଲିକ, ପିତା- ଗୋବିନ୍ଦ ମଲ୍ଲିକ (772, 2030, 981, 2130)
table-row (772, 1930, 1491, 2030)
bank-date: ତାରିଖ : ୨୯.୧୧.୨୦୧୧ (774, 2147, 865, 2160)
tender2-sub3: SUNDARGARH (224, 1623, 327, 1639)
maoist-photo (942, 92, 1492, 410)
tender2-block-head-2: Stock to be transported to Retail points of Block /Municipality (202, 1919, 539, 1948)
borrower-name: ଶ୍ରୀ ପ୍ରଶାନ୍ତ କୁମାର ସାହୁ, ପିତା- ଗୋବିନ୍ଦ ସାହୁ (772, 1630, 981, 1730)
dsc-item: 13. Bargaon (245, 1380, 306, 1392)
notice-dates: ୨୩.୧୧.୨୦୦୯ / ୨୩.୧୧.୨୦୧୧ (980, 1930, 1088, 2030)
kesinga-point1: 1. Eligible bidders can get relaxation for exemption of EMD as per OPWD Code. The bidders are requested to quote full amount towards EMD for each work as per Tender ID No. 2011_ORULB_4094. The relaxation amount towards EMD for eligible bidders will refunded later on after proper scrutiny of the application. (22, 592, 358, 669)
column-rule (737, 40, 738, 1290)
notice-dates: ୧୫.୦୨.୨୦୧୦ / ୨୪.୧୧.୨୦୧୧ (980, 2030, 1088, 2130)
tender2-body4: The interested firms/companies/persons will have to submit their tender documents at the office of the CSO-cum-District Manager, OSCSC Ltd.,Sundargarh in the Tender Box as per the procedure prescribed in the tender document. (12, 1796, 539, 1834)
kesinga-point2: 2. The work name for Sl.No. 26 may be read as Construction of C.C. road and protection wall near Smasan Ghat in Ward No.2 instead of Construction of C.C. road, culvert and protection wall to road of Limpadar road in Ward No. 2 There is no change in BOQ. (22, 670, 358, 721)
schedule-label: Date of Opening of Technical Bid (13, 1870, 276, 1886)
tender1-body4: The interested firms/companies/persons will have to submit their tender documents at the office of the CSO-cum-District Manager, OSCSC Ltd., Sundargarh in the Tender Box as per the procedure prescribed in the tender document. (10, 1151, 358, 1202)
maoist-body: ଲକ୍ଷ୍ମୀପୁର, ୨୯।୧୧ (ନିଏସ)-ଲକ୍ଷ୍ମୀପୁର ଥାନା ଅନ୍ତର୍ଗତ ନାରାୟଣପାଟଣା-ଲକ୍ଷ୍ମୀପୁର ରାସ୍ତାରେ ମାଓବାଦୀମାନେ ଗଛ କାଟି ପକାଇ ରାସ୍ତା ଅବରୋଧ କରିଛନ୍ତି। ମାଓବାଦୀଙ୍କ ବନ୍ଦ ଡାକରା ପରିପ୍ରେକ୍ଷୀରେ ଏହି ଘଟଣା ଘଟିଛି। ଫଳରେ ଯାନବାହନ ଚଳାଚଳ ସମ୍ପୂର୍ଣ୍ଣ ଠପ ହୋଇଯାଇଛି। ରାସ୍ତା କଡ଼ରେ ମାଓବାଦୀ ପୋଷ୍ଟର ମଧ୍ୟ ଦେଖିବାକୁ ମିଳିଛି। ସୂଚନା ପାଇ ସୁରକ୍ଷାବାହିନୀ ଘଟଣାସ୍ଥଳରେ ପହଞ୍ଚି ଗଛ ହଟାଇବା କାମ ଆରମ୍ଭ କରିଛନ୍ତି। କୋରାପୁଟ, ଲକ୍ଷ୍ମୀପୁର ଓ ନାରାୟଣପାଟଣା ଅଞ୍ଚଳରେ ଯାତ୍ରୀବାହୀ ବସ ଚଳାଚଳ ବନ୍ଦ ରହିଥିବାରୁ ଲୋକେ ଅସୁବିଧାର ସମ୍ମୁଖୀନ ହେଉଛନ୍ତି। ପୋଲିସ ଓ ସିଆରପିଏଫ ଯବାନ ଅଞ୍ଚଳରେ କମ୍ବିଂ ଅପରେସନ ଜାରି ରଖିଛନ୍ତି। ଜିଲ୍ଲା ପ୍ରଶାସନ ପକ୍ଷରୁ ସତର୍କତା ଅବଲମ୍ବନ କରାଯାଇଛି। (942, 434, 1492, 538)
tender2-body1: CSO-cum-District Manager, OSCSC Ltd., Sundargarh invites sealed tenders from reputed farms/companies/persons for appointment as Handling & Transport Contractor (H & T Contractor) for Handling & Transportation of food grains from Rice Receiving Centre-Cum-Departmental Storge Centre (RRC-cum-DSC) to retail centres of Block/ULB tagged. (12, 1679, 539, 1730)
bank-col-borrower: ଋଣଗ୍ରହୀତାଙ୍କ ନାମ (772, 1472, 981, 1514)
table-row (13, 2154, 539, 2170)
